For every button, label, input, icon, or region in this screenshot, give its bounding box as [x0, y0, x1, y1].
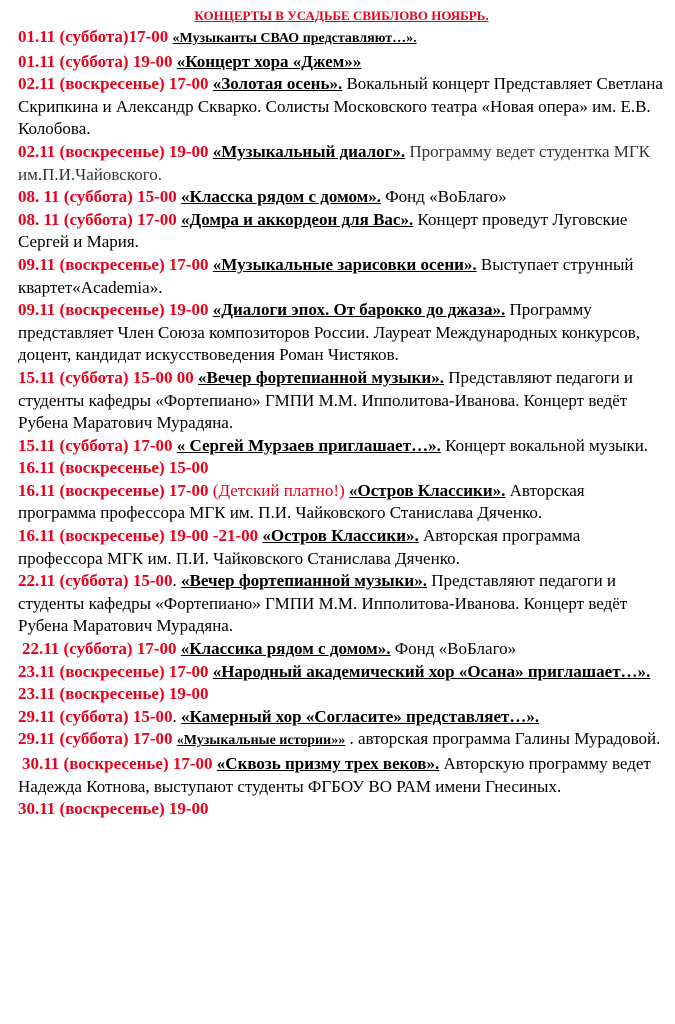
concert-entry	[18, 73, 665, 141]
entry-description: Концерт вокальной музыки.	[440, 435, 649, 455]
entry-date: 22.11 (суббота) 17-00	[22, 639, 181, 659]
entry-description: Представляют педагоги и студенты кафедры «Фортепиано» ГМПИ М.М. Ипполитова-Иванова. Концерт ведёт Рубена Маратович Мурадяна.	[18, 367, 634, 433]
entry-description: Программу представляет Член Союза композиторов России. Лауреат Международных конкурсов, доцент, кандидат искусствоведения Роман Чистяков.	[18, 300, 641, 365]
concert-entry	[18, 299, 665, 367]
entry-date: 30.11 (воскресенье) 19-00	[18, 799, 209, 819]
concert-entry	[18, 186, 665, 209]
entry-title: «Сквозь призму трех веков».	[216, 754, 440, 773]
entry-date: 02.11 (воскресенье) 19-00	[18, 141, 213, 161]
concert-entry	[18, 480, 665, 525]
entry-description: Вокальный концерт Представляет Светлана Скрипкина и Александр Скварко. Солисты Московского театра «Новая опера» им. Е.В. Колобова.	[18, 74, 663, 139]
entry-date: 01.11 (суббота)17-00	[18, 27, 173, 46]
entry-description: Авторскую программу ведет Надежда Котнова, выступают студенты ФГБОУ ВО РАМ имени Гнесиных.	[18, 754, 651, 796]
concert-entry	[18, 435, 665, 458]
entry-description: Программу ведет студентка МГК им.П.И.Чайовского.	[18, 141, 651, 184]
entry-date: 08. 11 (суббота) 15-00	[18, 187, 182, 207]
entry-title: «Музыкальные истории»»	[176, 733, 346, 749]
entry-title: «Классика рядом с домом».	[180, 639, 391, 659]
concert-entry	[18, 141, 665, 186]
concert-entry	[18, 525, 665, 570]
entry-title: «Золотая осень».	[212, 74, 343, 94]
entry-date: 29.11 (суббота) 15-00	[18, 706, 173, 726]
concert-entry	[18, 254, 665, 299]
entry-date: 02.11 (воскресенье) 17-00	[18, 74, 213, 94]
entry-date: 16.11 (воскресенье) 17-00	[18, 480, 213, 500]
concert-entry	[18, 661, 665, 684]
concert-entry	[18, 683, 665, 706]
entry-date: 08. 11 (суббота) 17-00	[18, 209, 182, 229]
page-title: КОНЦЕРТЫ В УСАДЬБЕ СВИБЛОВО НОЯБРЬ.	[194, 8, 489, 23]
concert-entry	[18, 753, 665, 798]
entry-description: Концерт проведут Луговские Сергей и Мария.	[18, 209, 628, 252]
entry-date: 01.11 (суббота) 19-00	[18, 51, 177, 71]
concert-entry	[18, 367, 665, 435]
entry-description: Выступает струнный квартет«Academia».	[18, 254, 634, 297]
entry-title: «Концерт хора «Джем»»	[176, 51, 362, 71]
entry-title: «Диалоги эпох. От барокко до джаза».	[212, 300, 506, 320]
entry-date: 23.11 (воскресенье) 17-00	[18, 661, 213, 681]
entry-title: «Камерный хор «Согласите» представляет…».	[181, 706, 540, 726]
entry-date: 15.11 (суббота) 17-00	[18, 435, 177, 455]
entry-date: 15.11 (суббота) 15-00 00	[18, 367, 199, 387]
concert-entry	[18, 638, 665, 661]
entry-date: 16.11 (воскресенье) 15-00	[18, 458, 209, 478]
entry-description: Представляют педагоги и студенты кафедры «Фортепиано» ГМПИ М.М. Ипполитова-Иванова. Концерт ведёт Рубена Маратович Мурадяна.	[18, 571, 628, 636]
entry-description: Авторская программа профессора МГК им. П.И. Чайковского Станислава Дяченко.	[18, 480, 585, 523]
concert-entry	[18, 570, 665, 638]
concert-entry	[18, 26, 665, 51]
entry-title: « Сергей Мурзаев приглашает…».	[176, 435, 441, 455]
concert-entry	[18, 706, 665, 729]
entry-description: Фонд «ВоБлаго»	[380, 187, 507, 207]
concert-entry	[18, 457, 665, 480]
entry-description: Авторская программа профессора МГК им. П.И. Чайковского Станислава Дяченко.	[18, 526, 581, 568]
entry-title: «Остров Классики».	[262, 526, 419, 546]
entry-title: «Музыкальные зарисовки осени».	[212, 254, 477, 274]
entry-note: (Детский платно!)	[212, 480, 349, 500]
concert-entry	[18, 51, 665, 74]
concert-entry	[18, 798, 665, 821]
entry-title: «Музыканты СВАО представляют…».	[172, 31, 417, 46]
entry-title: «Остров Классики».	[348, 480, 506, 500]
entry-title: «Вечер фортепианной музыки».	[198, 367, 444, 387]
entry-date: 30.11 (воскресенье) 17-00	[22, 754, 217, 773]
entry-title: «Народный академический хор «Осана» приглашает…».	[212, 661, 651, 681]
concert-entry	[18, 728, 665, 753]
entry-description: . авторская программа Галины Мурадовой.	[345, 729, 661, 749]
entry-title: «Домра и аккордеон для Вас».	[181, 209, 414, 229]
entry-title: «Класска рядом с домом».	[181, 187, 381, 207]
concert-entry	[18, 209, 665, 254]
entry-date: 29.11 (суббота) 17-00	[18, 729, 177, 749]
entry-date: 09.11 (воскресенье) 17-00	[18, 254, 213, 274]
entry-date: 23.11 (воскресенье) 19-00	[18, 684, 209, 704]
entry-title: «Вечер фортепианной музыки».	[181, 571, 427, 591]
concert-list	[18, 26, 665, 821]
entry-description: Фонд «ВоБлаго»	[390, 639, 517, 659]
entry-separator: .	[172, 571, 182, 591]
entry-date: 09.11 (воскресенье) 19-00	[18, 300, 213, 320]
entry-separator: .	[172, 706, 182, 726]
entry-date: 22.11 (суббота) 15-00	[18, 571, 173, 591]
entry-title: «Музыкальный диалог».	[212, 141, 406, 161]
entry-date: 16.11 (воскресенье) 19-00 -21-00	[18, 526, 263, 546]
